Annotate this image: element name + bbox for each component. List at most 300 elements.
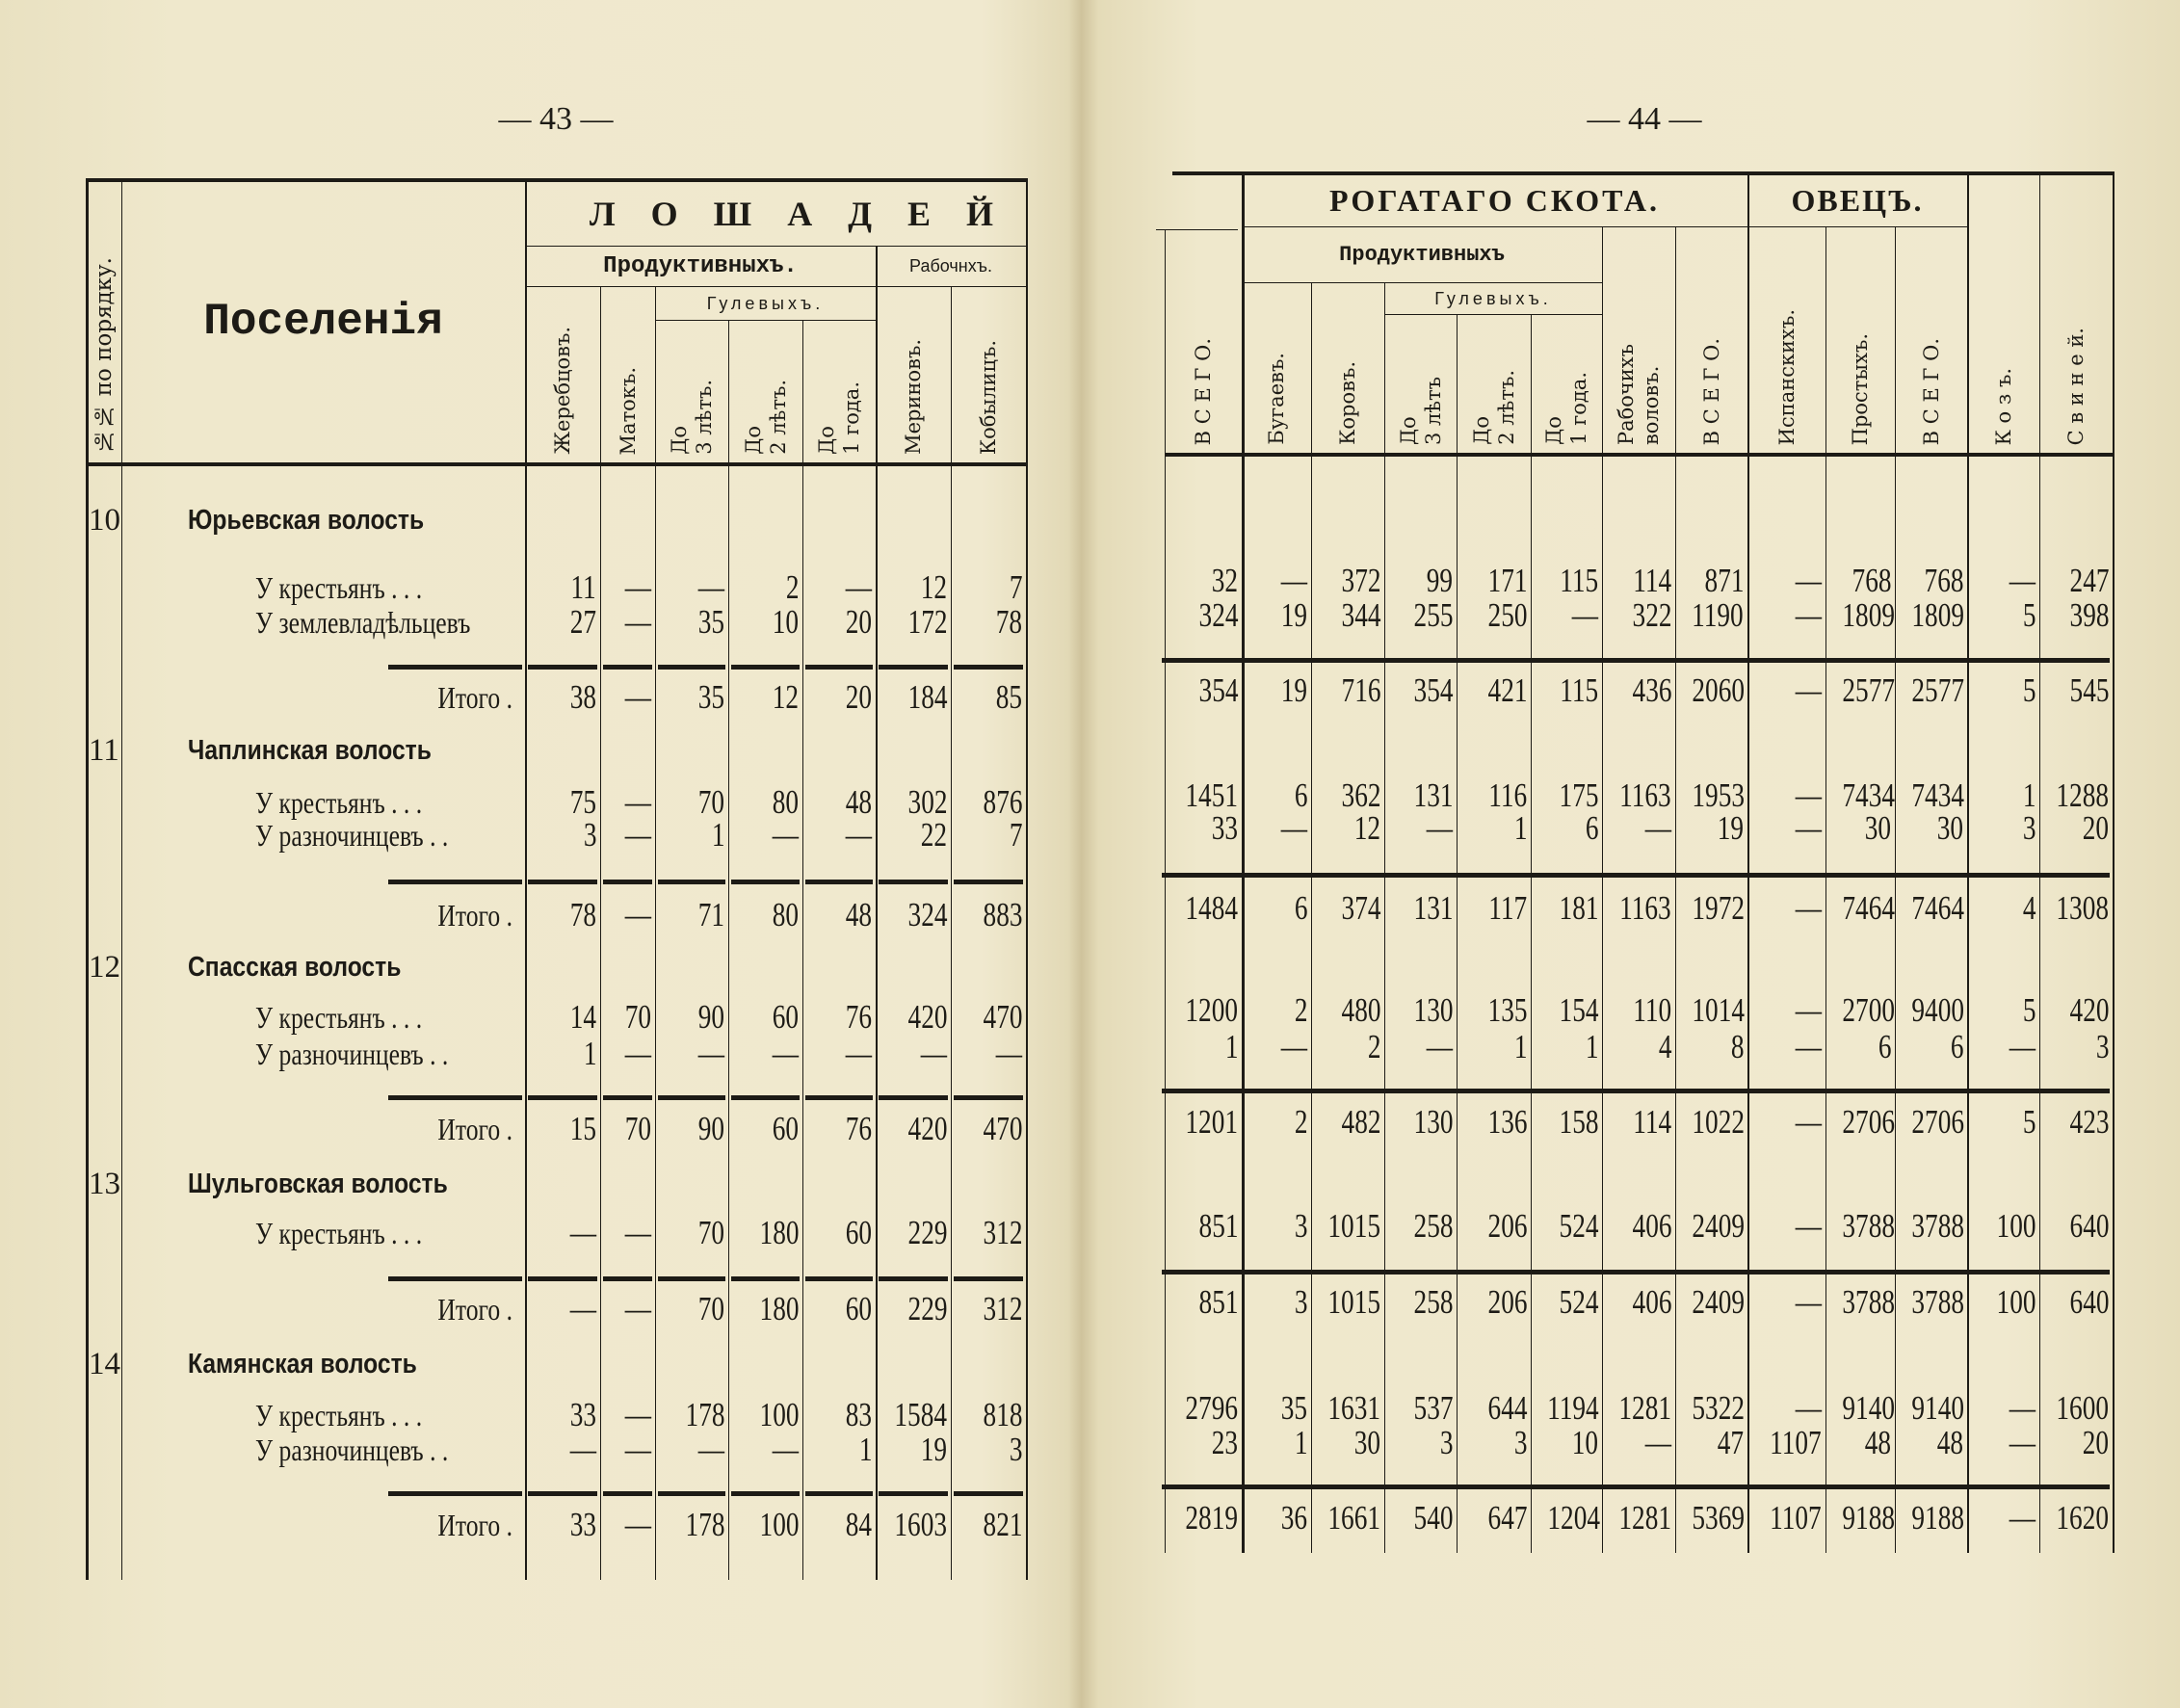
cell-value: 30 (1936, 809, 1963, 847)
table-cell (730, 1506, 799, 1544)
table-cell (602, 896, 651, 934)
cell-value: 420 (907, 998, 947, 1036)
productive-header: Продуктивныхъ (1339, 243, 1505, 267)
cell-value: 100 (1996, 1283, 2036, 1321)
sum-rule (1892, 1089, 1964, 1093)
cell-value: — (2009, 1424, 2036, 1461)
table-cell (1167, 562, 1238, 600)
label-text: У разночинцевъ . . (255, 1432, 449, 1467)
volost-number: 14 (89, 1347, 120, 1381)
table-cell (1533, 1103, 1598, 1142)
table-cell (1827, 1424, 1891, 1462)
cell-value: 7434 (1842, 776, 1895, 814)
cell-value: 6 (1878, 1028, 1891, 1065)
table-cell (878, 1110, 947, 1148)
table-cell (1313, 1424, 1380, 1462)
table-cell (953, 1110, 1022, 1148)
table-cell (1244, 1424, 1307, 1462)
sum-rule (731, 1276, 800, 1281)
cell-value: 171 (1487, 562, 1527, 599)
cell-value: 1631 (1327, 1389, 1380, 1427)
cell-value: — (1795, 1103, 1822, 1141)
column-rule (1531, 314, 1532, 1553)
sum-rule (1162, 1270, 1239, 1274)
sum-rule (1964, 1485, 2036, 1489)
cell-value: 258 (1413, 1207, 1453, 1245)
table-cell (878, 816, 947, 854)
cell-value: 2700 (1842, 991, 1895, 1029)
table-cell (527, 1110, 596, 1148)
sum-rule (1599, 1485, 1672, 1489)
table-cell (1167, 1103, 1238, 1142)
cell-value: 70 (624, 1110, 651, 1147)
cell-value: 2 (1294, 991, 1307, 1029)
sum-rule (388, 880, 522, 884)
table-cell (1677, 991, 1744, 1030)
column-rule (1384, 282, 1385, 1553)
column-rule (1165, 229, 1166, 1553)
cell-value: 3788 (1911, 1207, 1964, 1245)
cell-value: 8 (1730, 1028, 1744, 1065)
cell-value: — (697, 1431, 724, 1468)
table-cell (1749, 562, 1822, 600)
table-cell (2041, 1389, 2109, 1428)
cell-value: 1204 (1547, 1499, 1600, 1537)
cell-value: — (2009, 1499, 2036, 1537)
row-label (255, 1214, 463, 1252)
table-cell (1458, 1424, 1527, 1462)
cell-value: 302 (907, 783, 947, 821)
column-header (600, 286, 655, 462)
cell-value: 1 (711, 816, 724, 854)
cell-value: — (920, 1035, 947, 1072)
sum-rule (1308, 873, 1381, 878)
sum-rule (1745, 658, 1823, 663)
cell-value: 883 (983, 896, 1022, 933)
cell-value: 3 (2095, 1028, 2109, 1065)
cell-value: 85 (995, 678, 1022, 716)
cell-value: — (1795, 562, 1822, 599)
volost-number: 13 (89, 1167, 120, 1201)
row-label (255, 1035, 496, 1073)
table-cell (1749, 1283, 1822, 1322)
cell-value: 1107 (1770, 1499, 1822, 1537)
table-cell (730, 1290, 799, 1328)
table-cell (1604, 889, 1671, 928)
table-cell (657, 896, 724, 934)
column-header (1311, 282, 1384, 453)
table-cell (1969, 809, 2036, 848)
cell-value: 35 (1280, 1389, 1307, 1427)
column-rule (1895, 226, 1896, 1553)
column-header (802, 320, 876, 462)
table-cell (1533, 1207, 1598, 1246)
cell-value: 423 (2069, 1103, 2109, 1141)
table-cell (1604, 991, 1671, 1030)
column-rule (1967, 173, 1969, 1553)
cell-value: 70 (697, 1214, 724, 1251)
table-cell (1313, 1389, 1380, 1428)
table-cell (1244, 991, 1307, 1030)
sum-rule (1381, 1270, 1454, 1274)
column-header-label: Матокъ. (616, 366, 640, 455)
sum-rule (1239, 1270, 1308, 1274)
sum-rule (1308, 1485, 1381, 1489)
table-cell (1969, 1028, 2036, 1066)
cell-value: 1288 (2056, 776, 2109, 814)
cell-value: 1015 (1327, 1283, 1380, 1321)
label-text: Итого . (437, 680, 512, 715)
cell-value: — (845, 816, 872, 854)
cell-value: 2577 (1842, 671, 1895, 709)
cell-value: — (624, 1035, 651, 1072)
table-cell (1969, 889, 2036, 928)
table-cell (1827, 1499, 1895, 1537)
column-header (1242, 282, 1311, 453)
cell-value: 130 (1413, 991, 1453, 1029)
cell-value: 38 (569, 678, 596, 716)
cell-value: 115 (1560, 671, 1598, 709)
cell-value: 1451 (1185, 776, 1238, 814)
table-cell (1167, 596, 1238, 635)
sum-rule (1239, 873, 1308, 878)
table-cell (1604, 1424, 1671, 1462)
column-header-label: Простыхъ. (1849, 332, 1872, 445)
label-text: Итого . (437, 1508, 512, 1542)
cell-value: 99 (1426, 562, 1453, 599)
sum-rule (1892, 873, 1964, 878)
sum-rule (1308, 658, 1381, 663)
column-header (1602, 226, 1675, 453)
cell-value: 84 (845, 1506, 872, 1543)
table-cell (1604, 1389, 1671, 1428)
table-cell (730, 1431, 799, 1469)
table-cell (730, 603, 799, 642)
cell-value: 2706 (1842, 1103, 1895, 1141)
cell-value: 131 (1413, 889, 1453, 927)
table-cell (804, 816, 872, 854)
table-cell (1677, 1283, 1744, 1322)
column-rule (600, 286, 601, 1580)
table-cell (878, 1396, 947, 1434)
table-cell (527, 603, 596, 642)
cell-value: 5 (2022, 1103, 2036, 1141)
header-divider (1156, 229, 1238, 230)
table-cell (527, 1214, 596, 1252)
table-cell (1386, 1283, 1453, 1322)
table-cell (953, 678, 1022, 717)
table-cell (953, 1290, 1022, 1328)
sum-rule (388, 1491, 522, 1496)
table-cell (953, 998, 1022, 1037)
cell-value: 1201 (1185, 1103, 1238, 1141)
table-cell (1167, 991, 1238, 1030)
cell-value: 537 (1413, 1389, 1453, 1427)
sum-rule (658, 1276, 725, 1281)
table-cell (1244, 1207, 1307, 1246)
sum-rule (805, 1276, 873, 1281)
sum-rule (879, 880, 948, 884)
cell-value: 135 (1487, 991, 1527, 1029)
column-header-label: До 3 лѣтъ. (668, 380, 716, 455)
table-cell (657, 568, 724, 607)
total-label (289, 896, 512, 934)
cell-value: 158 (1559, 1103, 1598, 1141)
cell-value: — (624, 1214, 651, 1251)
table-cell (1969, 1207, 2036, 1246)
cell-value: 1661 (1327, 1499, 1380, 1537)
sum-rule (528, 1095, 597, 1100)
table-cell (602, 1290, 651, 1328)
cell-value: — (995, 1035, 1022, 1072)
cell-value: 35 (697, 678, 724, 716)
sum-rule (1308, 1270, 1381, 1274)
cell-value: 1014 (1692, 991, 1745, 1029)
cell-value: 1 (583, 1035, 596, 1072)
table-cell (1458, 1499, 1527, 1537)
cell-value: 178 (685, 1506, 724, 1543)
sum-rule (1892, 658, 1964, 663)
sum-rule (1454, 1270, 1528, 1274)
cell-value: 48 (1864, 1424, 1891, 1461)
cell-value: 1107 (1770, 1424, 1822, 1461)
table-cell (953, 896, 1022, 934)
table-cell (1313, 991, 1380, 1030)
cell-value: 354 (1198, 671, 1238, 709)
cell-value: — (2009, 1389, 2036, 1427)
cell-value: — (569, 1214, 596, 1251)
cell-value: 60 (845, 1214, 872, 1251)
cell-value: — (1644, 809, 1671, 847)
working-header: Рабочнхъ. (909, 256, 992, 276)
sum-rule (603, 1276, 652, 1281)
table-cell (878, 1290, 947, 1328)
cell-value: 48 (1936, 1424, 1963, 1461)
cell-value: 324 (907, 896, 947, 933)
column-header (1165, 231, 1242, 453)
cell-value: 175 (1559, 776, 1598, 814)
volost-name (188, 731, 475, 770)
table-cell (804, 1110, 872, 1148)
cell-value: 1 (2022, 776, 2036, 814)
table-cell (1458, 809, 1527, 848)
sum-rule (1454, 1485, 1528, 1489)
cell-value: 436 (1632, 671, 1671, 709)
table-cell (1969, 1389, 2036, 1428)
row-label (255, 1431, 496, 1469)
sum-rule (1162, 1485, 1239, 1489)
cell-value: 1620 (2056, 1499, 2109, 1537)
cell-value: 421 (1487, 671, 1527, 709)
sum-rule (658, 1491, 725, 1496)
settlements-header: Поселенія (203, 297, 443, 347)
cell-value: 7 (1009, 816, 1022, 854)
table-cell (804, 1035, 872, 1073)
cell-value: 10 (1571, 1424, 1598, 1461)
table-cell (1533, 562, 1598, 600)
cell-value: 851 (1198, 1207, 1238, 1245)
cell-value: 372 (1341, 562, 1380, 599)
cell-value: 6 (1950, 1028, 1963, 1065)
table-cell (602, 568, 651, 607)
cell-value: 48 (845, 896, 872, 933)
table-cell (804, 1214, 872, 1252)
label-text: У крестьянъ . . . (255, 1398, 423, 1432)
table-cell (878, 998, 947, 1037)
volost-name-text: Юрьевская волость (188, 505, 425, 536)
column-rule (1675, 226, 1676, 1553)
cell-value: 229 (907, 1290, 947, 1327)
table-cell (1897, 1424, 1963, 1462)
cell-value: 181 (1559, 889, 1598, 927)
table-cell (1458, 671, 1527, 710)
cell-value: 2819 (1185, 1499, 1238, 1537)
cell-value: 180 (759, 1214, 799, 1251)
cell-value: 524 (1559, 1207, 1598, 1245)
table-cell (1677, 1207, 1744, 1246)
table-cell (730, 896, 799, 934)
cell-value: 1022 (1692, 1103, 1745, 1141)
sum-rule (1381, 873, 1454, 878)
table-cell (1677, 1499, 1744, 1537)
table-cell (1167, 1028, 1238, 1066)
table-cell (1533, 991, 1598, 1030)
cell-value: — (624, 1290, 651, 1327)
cell-value: — (624, 603, 651, 641)
cell-value: 116 (1488, 776, 1527, 814)
table-cell (2041, 671, 2109, 710)
table-cell (1677, 671, 1744, 710)
column-header-label: Испанскихъ. (1774, 308, 1799, 445)
cell-value: — (624, 568, 651, 606)
sum-rule (1823, 1089, 1892, 1093)
table-cell (1167, 1283, 1238, 1322)
cell-value: 2796 (1185, 1389, 1238, 1427)
cell-value: 1809 (1842, 596, 1895, 634)
sum-rule (805, 880, 873, 884)
cell-value: 3788 (1911, 1283, 1964, 1321)
sum-rule (805, 1095, 873, 1100)
sum-rule (879, 665, 948, 670)
table-cell (602, 678, 651, 717)
table-cell (1897, 889, 1963, 928)
label-text: У крестьянъ . . . (255, 1216, 423, 1250)
table-cell (730, 1035, 799, 1073)
cell-value: 1163 (1619, 776, 1671, 814)
cell-value: 1281 (1618, 1499, 1671, 1537)
row-label (255, 1396, 463, 1434)
cell-value: 3 (583, 816, 596, 854)
cell-value: 9140 (1911, 1389, 1964, 1427)
cell-value: — (624, 783, 651, 821)
table-cell (1827, 596, 1895, 635)
cell-value: 20 (2082, 1424, 2109, 1461)
sum-rule (731, 1491, 800, 1496)
cell-value: 47 (1717, 1424, 1744, 1461)
cell-value: 1308 (2056, 889, 2109, 927)
table-cell (1244, 1283, 1307, 1322)
table-cell (1677, 1103, 1744, 1142)
table-cell (1244, 1389, 1307, 1428)
table-cell (1827, 1103, 1895, 1142)
cell-value: 9188 (1911, 1499, 1964, 1537)
column-header-label: Мериновъ. (902, 339, 925, 455)
cell-value: 420 (907, 1110, 947, 1147)
cell-value: — (569, 1290, 596, 1327)
column-header-label: К о з ъ. (1991, 367, 2015, 445)
table-cell (1604, 1499, 1671, 1537)
column-rule (1602, 226, 1603, 1553)
table-cell (1827, 889, 1895, 928)
cell-value: 1603 (894, 1506, 947, 1543)
sum-rule (1892, 1485, 1964, 1489)
total-label (289, 678, 512, 717)
table-cell (527, 816, 596, 854)
sum-rule (954, 1276, 1023, 1281)
cell-value: 80 (772, 896, 799, 933)
cell-value: 876 (983, 783, 1022, 821)
column-header-label: Коровъ. (1336, 361, 1359, 445)
table-cell (1897, 991, 1963, 1030)
label-text: Итого . (437, 898, 512, 933)
cell-value: 2 (1294, 1103, 1307, 1141)
cell-value: 398 (2069, 596, 2109, 634)
sum-rule (1239, 1089, 1308, 1093)
table-cell (804, 603, 872, 642)
cell-value: 7464 (1911, 889, 1964, 927)
table-cell (1749, 1499, 1822, 1537)
cell-value: 1809 (1911, 596, 1964, 634)
column-header-label: Бугаевъ. (1265, 353, 1288, 445)
table-cell (1313, 889, 1380, 928)
cell-value: — (624, 1431, 651, 1468)
cell-value: 154 (1559, 991, 1598, 1029)
label-text: У крестьянъ . . . (255, 785, 423, 820)
sum-rule (1454, 873, 1528, 878)
table-cell (878, 678, 947, 717)
table-cell (804, 998, 872, 1037)
cell-value: 33 (569, 1506, 596, 1543)
cell-value: 1484 (1185, 889, 1238, 927)
gulevykh-header: Гулевыхъ. (706, 293, 825, 313)
sum-rule (1162, 873, 1239, 878)
table-cell (1604, 596, 1671, 635)
table-cell (1458, 596, 1527, 635)
cell-value: 1281 (1618, 1389, 1671, 1427)
table-cell (1749, 671, 1822, 710)
table-cell (1677, 1389, 1744, 1428)
cell-value: 1163 (1619, 889, 1671, 927)
table-cell (1604, 1207, 1671, 1246)
cell-value: 114 (1633, 1103, 1671, 1141)
sum-rule (1599, 873, 1672, 878)
volost-number: 11 (89, 733, 119, 768)
column-header (876, 286, 951, 462)
table-cell (657, 1214, 724, 1252)
table-cell (804, 678, 872, 717)
cell-value: 324 (1198, 596, 1238, 634)
sum-rule (1672, 873, 1745, 878)
cell-value: 11 (570, 568, 596, 606)
cell-value: — (1795, 1028, 1822, 1065)
cell-value: 78 (569, 896, 596, 933)
cell-value: 32 (1211, 562, 1238, 599)
table-cell (657, 1396, 724, 1434)
sum-rule (805, 665, 873, 670)
table-cell (602, 816, 651, 854)
table-cell (527, 896, 596, 934)
total-label (289, 1110, 512, 1148)
